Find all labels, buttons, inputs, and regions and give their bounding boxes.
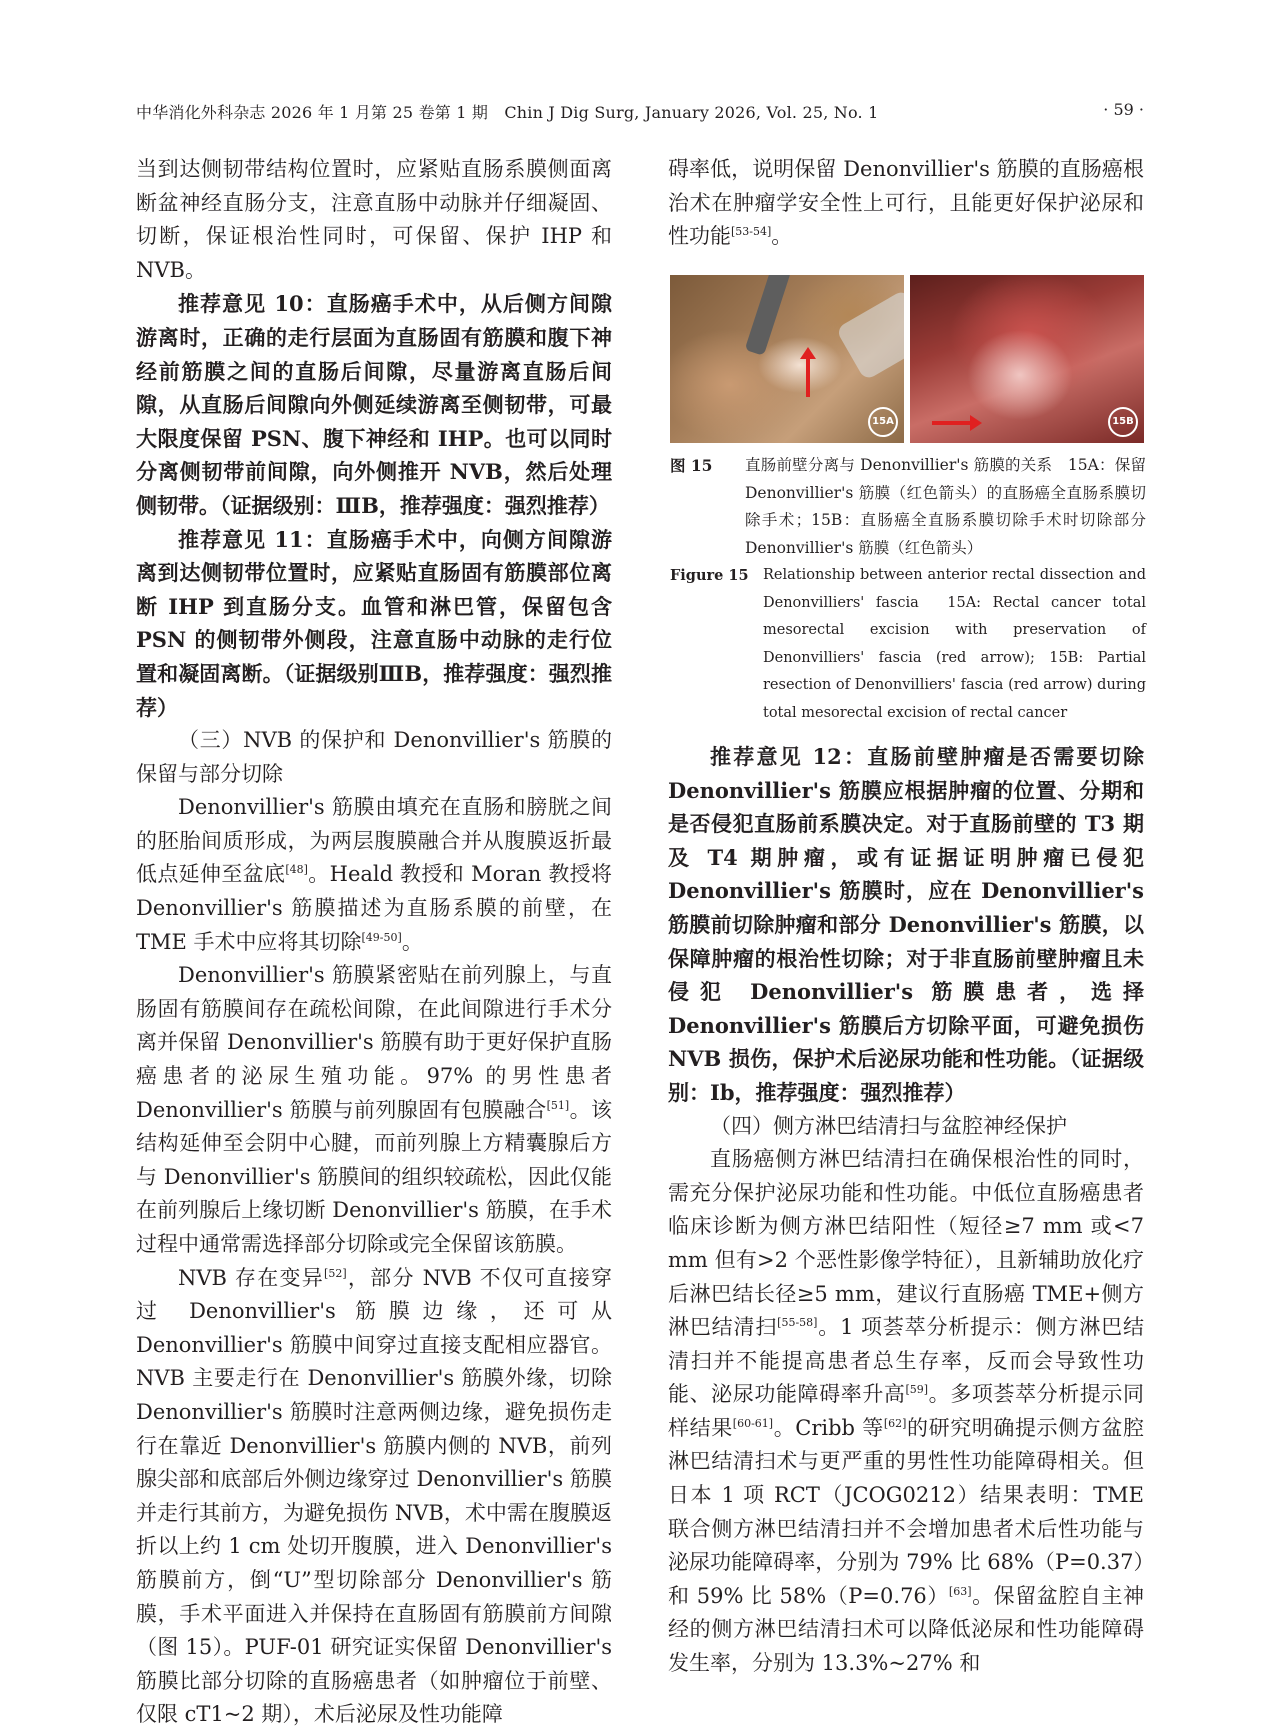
paragraph: 直肠癌侧方淋巴结清扫在确保根治性的同时，需充分保护泌尿功能和性功能。中低位直肠癌患者临床诊断为侧方淋巴结阳性（短径≥7 mm 或<7 mm 但有>2 个恶性影像学特征），且新辅助放化疗后淋巴结长径≥5 mm，建议行直肠癌 TME+侧方淋巴结清扫[55-58]。1 项荟萃分析提示：侧方淋巴结清扫并不能提高患者总生存率，反而会导致性功能、泌尿功能障碍率升高[59]。多项荟萃分析提示同样结果[60-61]。Cribb 等[62]的研究明确提示侧方盆腔淋巴结清扫术与更严重的男性性功能障碍相关。但日本 1 项 RCT（JCOG0212）结果表明：TME 联合侧方淋巴结清扫并不会增加患者术后性功能与泌尿功能障碍率，分别为 79% 比 68%（P=0.37）和 59% 比 58%（P=0.76）[63]。保留盆腔自主神经的侧方淋巴结清扫术可以降低泌尿和性功能障碍发生率，分别为 13.3%~27% 和 <box>668 1147 1145 1676</box>
surgical-instrument <box>745 275 792 356</box>
running-header <box>136 100 1144 126</box>
paragraph: Denonvillier's 筋膜紧密贴在前列腺上，与直肠固有筋膜间存在疏松间隙，在此间隙进行手术分离并保留 Denonvillier's 筋膜有助于更好保护直肠癌患者的泌尿生殖功能。97% 的男性患者 Denonvillier's 筋膜与前列腺固有包膜融合[51]。该结构延伸至会阴中心腱，而前列腺上方精囊腺后方与 Denonvillier's 筋膜间的组织较疏松，因此仅能在前列腺后上缘切断 Denonvillier's 筋膜，在手术过程中通常需选择部分切除或完全保留该筋膜。 <box>136 963 612 1256</box>
right-column-top <box>668 153 1144 254</box>
panel-label: 15A <box>868 407 898 437</box>
surgical-photo-15b <box>910 275 1144 443</box>
red-arrow-icon <box>806 357 810 397</box>
paragraph: Denonvillier's 筋膜由填充在直肠和膀胱之间的胚胎间质形成，为两层腹膜融合并从腹膜返折最低点延伸至盆底[48]。Heald 教授和 Moran 教授将 Denonvillier's 筋膜描述为直肠系膜的前壁，在 TME 手术中应将其切除[49-50]。 <box>136 795 612 954</box>
page-number: · 59 · <box>1103 100 1144 119</box>
paragraph: NVB 存在变异[52]，部分 NVB 不仅可直接穿过 Denonvillier's 筋膜边缘，还可从 Denonvillier's 筋膜中间穿过直接支配相应器官。NVB 主要走行在 Denonvillier's 筋膜外缘，切除 Denonvillier's 筋膜时注意两侧边缘，避免损伤走行在靠近 Denonvillier's 筋膜内侧的 NVB，前列腺尖部和底部后外侧边缘穿过 Denonvillier's 筋膜并走行其前方，为避免损伤 NVB，术中需在腹膜返折以上约 1 cm 处切开腹膜，进入 Denonvillier's 筋膜前方，倒“U”型切除部分 Denonvillier's 筋膜，手术平面进入并保持在直肠固有筋膜前方间隙（图 15）。PUF-01 研究证实保留 Denonvillier's 筋膜比部分切除的直肠癌患者（如肿瘤位于前壁、仅限 cT1~2 期），术后泌尿及性功能障 <box>136 1265 612 1727</box>
figure-15 <box>670 275 1146 443</box>
caption-label: 图 15 <box>670 456 713 475</box>
right-column-bottom <box>668 740 1144 1681</box>
citation[interactable]: [55-58] <box>777 1316 818 1330</box>
journal-citation: 中华消化外科杂志 2026 年 1 月第 25 卷第 1 期 Chin J Dig Surg, January 2026, Vol. 25, No. 1 <box>136 103 879 122</box>
recommendation-11: 推荐意见 11：直肠癌手术中，向侧方间隙游离到达侧韧带位置时，应紧贴直肠固有筋膜部位离断 IHP 到直肠分支。血管和淋巴管，保留包含 PSN 的侧韧带外侧段，注意直肠中动脉的走行位置和凝固离断。（证据级别ⅢB，推荐强度：强烈推荐） <box>136 526 612 720</box>
citation[interactable]: [48] <box>285 863 308 877</box>
citation[interactable]: [52] <box>324 1266 347 1280</box>
citation[interactable]: [51] <box>546 1098 570 1112</box>
caption-label: Figure 15 <box>670 567 749 584</box>
left-column <box>136 153 612 1732</box>
caption-text: 直肠前壁分离与 Denonvillier's 筋膜的关系 15A：保留 Denonvillier's 筋膜（红色箭头）的直肠癌全直肠系膜切除手术；15B：直肠癌全直肠系膜切除手术时切除部分 Denonvillier's 筋膜（红色箭头） <box>745 456 1146 557</box>
recommendation-10: 推荐意见 10：直肠癌手术中，从后侧方间隙游离时，正确的走行层面为直肠固有筋膜和腹下神经前筋膜之间的直肠后间隙，尽量游离直肠后间隙，从直肠后间隙向外侧延续游离至侧韧带，可最大限度保留 PSN、腹下神经和 IHP。也可以同时分离侧韧带前间隙，向外侧推开 NVB，然后处理侧韧带。（证据级别：ⅢB，推荐强度：强烈推荐） <box>136 291 612 518</box>
red-arrow-icon <box>932 421 972 425</box>
citation[interactable]: [60-61] <box>732 1416 774 1430</box>
citation[interactable]: [62] <box>883 1416 907 1430</box>
retractor <box>835 289 904 381</box>
panel-label: 15B <box>1108 407 1138 437</box>
paragraph: 当到达侧韧带结构位置时，应紧贴直肠系膜侧面离断盆神经直肠分支，注意直肠中动脉并仔细凝固、切断，保证根治性同时，可保留、保护 IHP 和 NVB。 <box>136 157 612 282</box>
surgical-photo-15a <box>670 275 904 443</box>
recommendation-12: 推荐意见 12：直肠前壁肿瘤是否需要切除 Denonvillier's 筋膜应根据肿瘤的位置、分期和是否侵犯直肠前系膜决定。对于直肠前壁的 T3 期及 T4 期肿瘤，或有证据证明肿瘤已侵犯 Denonvillier's 筋膜时，应在 Denonvillier's 筋膜前切除肿瘤和部分 Denonvillier's 筋膜，以保障肿瘤的根治性切除；对于非直肠前壁肿瘤且未侵犯 Denonvillier's 筋膜患者，选择 Denonvillier's 筋膜后方切除平面，可避免损伤 NVB 损伤，保护术后泌尿功能和性功能。（证据级别：Ⅰb，推荐强度：强烈推荐） <box>668 744 1144 1105</box>
paragraph: 碍率低，说明保留 Denonvillier's 筋膜的直肠癌根治术在肿瘤学安全性上可行，且能更好保护泌尿和性功能[53-54]。 <box>668 157 1144 249</box>
section-heading: （四）侧方淋巴结清扫与盆腔神经保护 <box>710 1113 1067 1138</box>
section-heading: （三）NVB 的保护和 Denonvillier's 筋膜的保留与部分切除 <box>136 728 612 786</box>
citation[interactable]: [63] <box>948 1584 972 1598</box>
citation[interactable]: [49-50] <box>361 930 402 944</box>
citation[interactable]: [53-54] <box>731 225 772 239</box>
caption-text: Relationship between anterior rectal dissection and Denonvilliers' fascia 15A: Rectal cancer total mesorectal excision with preservation of Denonvilliers' fascia (red arrow); 15B: Partial resection of Denonvilliers' fascia (red arrow) during total mesorectal excision of rectal cancer <box>763 567 1146 721</box>
citation[interactable]: [59] <box>905 1383 929 1397</box>
